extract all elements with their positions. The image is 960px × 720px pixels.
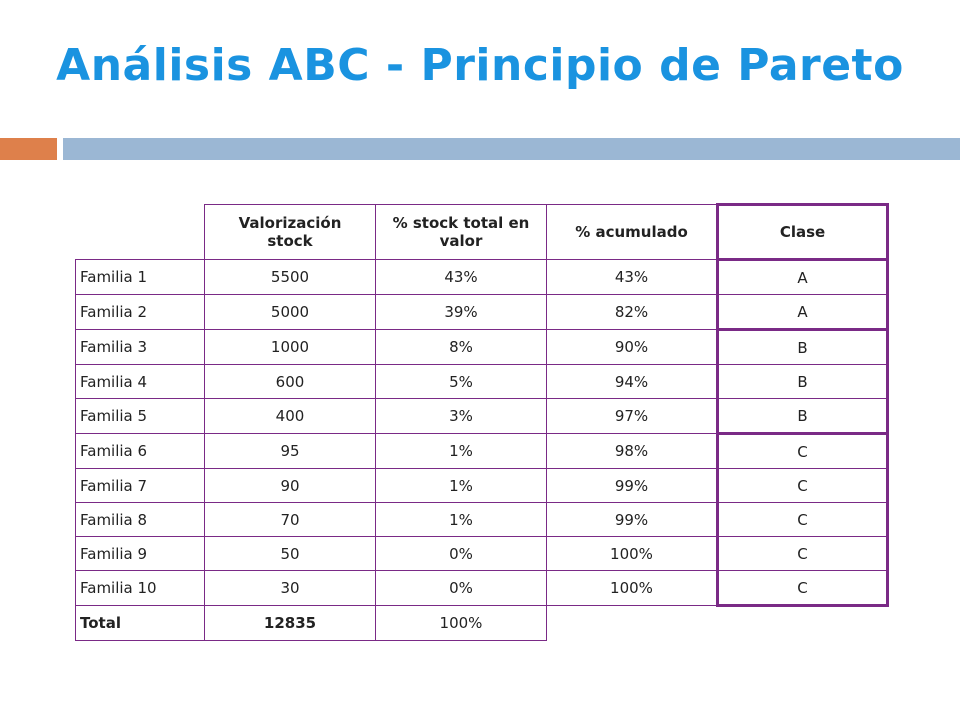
acumulado-cell: 98% [547, 434, 718, 469]
pct-stock-cell: 0% [376, 537, 547, 571]
acumulado-cell: 99% [547, 503, 718, 537]
familia-cell: Familia 8 [76, 503, 205, 537]
valorizacion-cell: 30 [205, 571, 376, 606]
acumulado-cell: 82% [547, 295, 718, 330]
clase-cell: C [718, 537, 888, 571]
valorizacion-cell: 90 [205, 469, 376, 503]
acumulado-cell: 99% [547, 469, 718, 503]
clase-cell: C [718, 469, 888, 503]
acumulado-cell: 100% [547, 571, 718, 606]
clase-cell: C [718, 503, 888, 537]
valorizacion-cell: 5000 [205, 295, 376, 330]
clase-cell: A [718, 295, 888, 330]
total-pct-stock-cell: 100% [376, 606, 547, 641]
clase-cell: B [718, 399, 888, 434]
valorizacion-cell: 5500 [205, 260, 376, 295]
clase-cell: C [718, 571, 888, 606]
acumulado-cell: 97% [547, 399, 718, 434]
acumulado-cell: 94% [547, 365, 718, 399]
table-header-row [76, 205, 888, 260]
valorizacion-cell: 95 [205, 434, 376, 469]
header-pct-stock-line1: % stock total en [392, 214, 530, 232]
abc-analysis-table [75, 203, 889, 641]
clase-cell: C [718, 434, 888, 469]
pct-stock-cell: 1% [376, 503, 547, 537]
table-row [76, 330, 888, 365]
pct-stock-cell: 1% [376, 469, 547, 503]
abc-table-container [75, 203, 889, 641]
table-row [76, 503, 888, 537]
header-acumulado: % acumulado [547, 205, 718, 260]
familia-cell: Familia 1 [76, 260, 205, 295]
accent-bar-orange [0, 138, 57, 160]
header-blank-cell [76, 205, 205, 260]
table-row [76, 537, 888, 571]
familia-cell: Familia 7 [76, 469, 205, 503]
header-valorizacion-line2: stock [267, 232, 313, 250]
total-empty-cell [547, 606, 718, 641]
familia-cell: Familia 5 [76, 399, 205, 434]
table-row [76, 434, 888, 469]
familia-cell: Familia 3 [76, 330, 205, 365]
valorizacion-cell: 1000 [205, 330, 376, 365]
header-valorizacion-line1: Valorización [238, 214, 342, 232]
accent-bar-blue [63, 138, 960, 160]
header-pct-stock [376, 205, 547, 260]
acumulado-cell: 90% [547, 330, 718, 365]
total-label-cell: Total [76, 606, 205, 641]
table-total-row [76, 606, 888, 641]
familia-cell: Familia 2 [76, 295, 205, 330]
acumulado-cell: 100% [547, 537, 718, 571]
total-valorizacion-cell: 12835 [205, 606, 376, 641]
acumulado-cell: 43% [547, 260, 718, 295]
table-row [76, 365, 888, 399]
familia-cell: Familia 4 [76, 365, 205, 399]
pct-stock-cell: 43% [376, 260, 547, 295]
familia-cell: Familia 10 [76, 571, 205, 606]
pct-stock-cell: 8% [376, 330, 547, 365]
table-row [76, 295, 888, 330]
table-row [76, 399, 888, 434]
clase-cell: A [718, 260, 888, 295]
familia-cell: Familia 9 [76, 537, 205, 571]
pct-stock-cell: 0% [376, 571, 547, 606]
page-title: Análisis ABC - Principio de Pareto [56, 40, 904, 91]
valorizacion-cell: 400 [205, 399, 376, 434]
familia-cell: Familia 6 [76, 434, 205, 469]
table-row [76, 260, 888, 295]
valorizacion-cell: 50 [205, 537, 376, 571]
total-empty-cell [718, 606, 888, 641]
table-row [76, 571, 888, 606]
header-valorizacion [205, 205, 376, 260]
clase-cell: B [718, 330, 888, 365]
pct-stock-cell: 1% [376, 434, 547, 469]
pct-stock-cell: 5% [376, 365, 547, 399]
pct-stock-cell: 39% [376, 295, 547, 330]
clase-cell: B [718, 365, 888, 399]
pct-stock-cell: 3% [376, 399, 547, 434]
header-clase: Clase [718, 205, 888, 260]
valorizacion-cell: 70 [205, 503, 376, 537]
header-pct-stock-line2: valor [439, 232, 483, 250]
table-row [76, 469, 888, 503]
valorizacion-cell: 600 [205, 365, 376, 399]
